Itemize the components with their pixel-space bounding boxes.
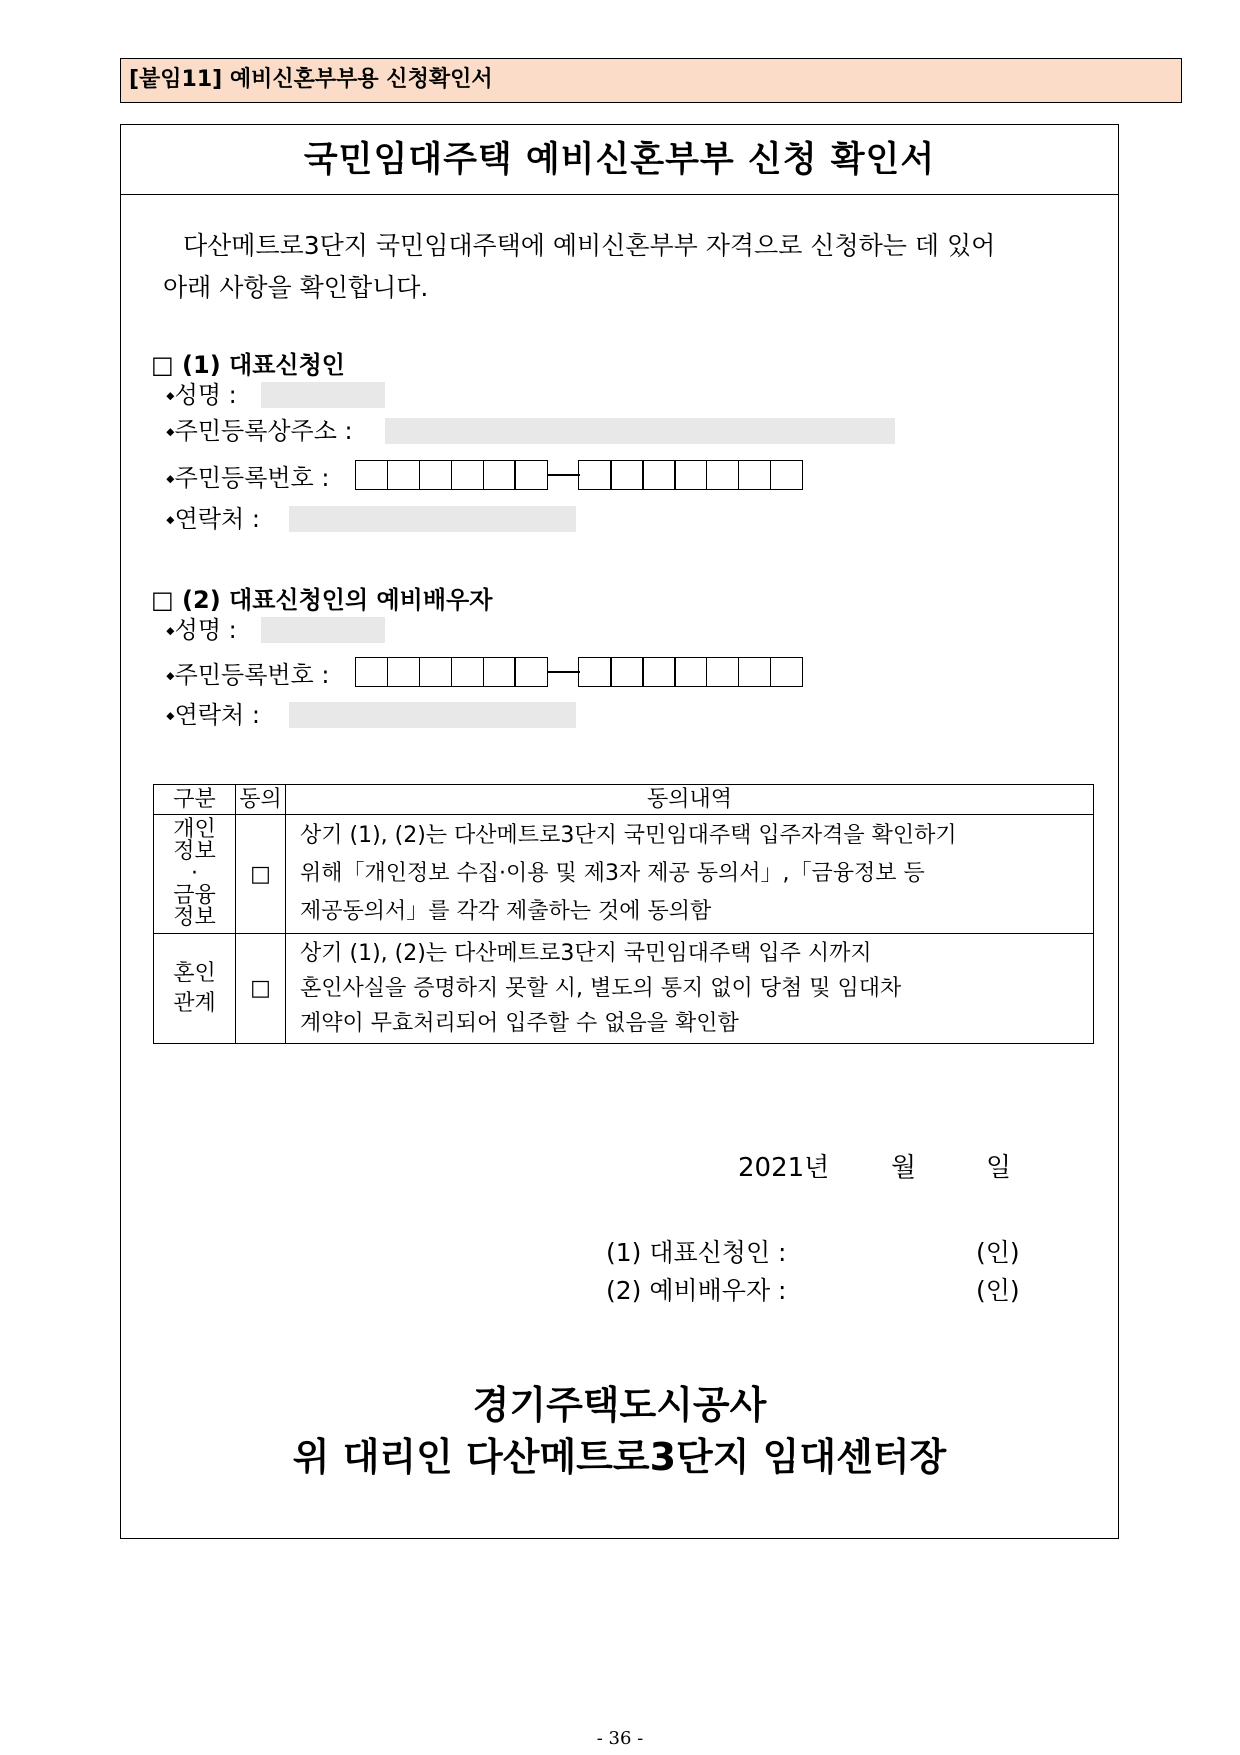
section2-contact-label: ⬩연락처 : [166, 701, 260, 729]
intro-line-2: 아래 사항을 확인합니다. [163, 273, 429, 302]
category-line: 개인 [173, 817, 216, 842]
rrn-digit-box[interactable] [674, 460, 707, 490]
section1-name-field[interactable] [261, 382, 385, 408]
section1-rrn-label: ⬩주민등록번호 : [166, 464, 330, 492]
organization-agent: 위 대리인 다산메트로3단지 임대센터장 [292, 1435, 947, 1479]
rrn-digit-box[interactable] [610, 657, 643, 687]
organization-name: 경기주택도시공사 [472, 1383, 767, 1427]
consent-row-finance [154, 815, 1094, 934]
section1-rrn-boxes[interactable] [355, 460, 803, 490]
date-month: 월 [891, 1153, 917, 1183]
consent-line: 혼인사실을 증명하지 못할 시, 별도의 통지 없이 당첨 및 임대차 [300, 976, 902, 1001]
rrn-digit-box[interactable] [483, 460, 516, 490]
consent-line: 상기 (1), (2)는 다산메트로3단지 국민임대주택 입주 시까지 [300, 941, 872, 966]
consent-row-marriage [154, 934, 1094, 1044]
category-finance [154, 815, 236, 934]
section2-name-label: ⬩성명 : [166, 616, 237, 644]
section2-heading: □ (2) 대표신청인의 예비배우자 [151, 586, 493, 614]
rrn-digit-box[interactable] [610, 460, 643, 490]
rrn-digit-box[interactable] [738, 657, 771, 687]
section1-address-field[interactable] [385, 418, 895, 444]
section1-name-label: ⬩성명 : [166, 381, 237, 409]
consent-line: 제공동의서」를 각각 제출하는 것에 동의함 [300, 899, 712, 924]
rrn-dash [548, 474, 580, 476]
rrn-digit-box[interactable] [674, 657, 707, 687]
page-number: - 36 - [596, 1728, 644, 1749]
rrn-digit-box[interactable] [642, 460, 675, 490]
category-line: 정보 [173, 905, 216, 930]
signature-applicant-label: (1) 대표신청인 : [606, 1238, 787, 1267]
form-title: 국민임대주택 예비신혼부부 신청 확인서 [121, 125, 1118, 195]
header-details: 동의내역 [286, 785, 1094, 815]
section1-contact-label: ⬩연락처 : [166, 505, 260, 533]
consent-table [153, 784, 1094, 1044]
agree-checkbox-marriage[interactable]: □ [236, 934, 286, 1044]
header-agree: 동의 [236, 785, 286, 815]
consent-details-marriage [286, 934, 1094, 1044]
category-line: 금융 [173, 883, 216, 908]
section1-contact-field[interactable] [289, 506, 576, 532]
consent-header-row [154, 785, 1094, 815]
rrn-digit-box[interactable] [578, 657, 611, 687]
rrn-digit-box[interactable] [387, 460, 420, 490]
signature-spouse-label: (2) 예비배우자 : [606, 1276, 787, 1305]
rrn-digit-box[interactable] [451, 657, 484, 687]
form-frame [120, 124, 1119, 1539]
category-marriage [154, 934, 236, 1044]
signature-applicant-seal: (인) [976, 1238, 1020, 1267]
header-category: 구분 [154, 785, 236, 815]
section2-name-field[interactable] [261, 617, 385, 643]
section2-rrn-label: ⬩주민등록번호 : [166, 661, 330, 689]
rrn-digit-box[interactable] [419, 460, 452, 490]
rrn-digit-box[interactable] [770, 657, 803, 687]
date-day: 일 [986, 1153, 1012, 1183]
category-line: 정보 [173, 839, 216, 864]
rrn-digit-box[interactable] [514, 657, 547, 687]
section2-contact-field[interactable] [289, 702, 576, 728]
section1-address-label: ⬩주민등록상주소 : [166, 417, 353, 445]
rrn-digit-box[interactable] [706, 657, 739, 687]
rrn-digit-box[interactable] [355, 460, 388, 490]
consent-details-finance [286, 815, 1094, 934]
rrn-dash [548, 671, 580, 673]
rrn-digit-box[interactable] [738, 460, 771, 490]
agree-checkbox-finance[interactable]: □ [236, 815, 286, 934]
intro-text [163, 225, 1063, 309]
date-year: 2021년 [738, 1153, 830, 1183]
section1-heading: □ (1) 대표신청인 [151, 351, 345, 379]
category-line: · [191, 861, 198, 886]
rrn-digit-box[interactable] [387, 657, 420, 687]
category-line: 혼인 [173, 960, 216, 986]
rrn-digit-box[interactable] [451, 460, 484, 490]
rrn-digit-box[interactable] [514, 460, 547, 490]
consent-line: 위해「개인정보 수집·이용 및 제3자 제공 동의서」,「금융정보 등 [300, 861, 925, 886]
signature-spouse-seal: (인) [976, 1276, 1020, 1305]
rrn-digit-box[interactable] [483, 657, 516, 687]
consent-line: 상기 (1), (2)는 다산메트로3단지 국민임대주택 입주자격을 확인하기 [300, 823, 957, 848]
category-line: 관계 [173, 990, 216, 1016]
attachment-label: [붙임11] 예비신혼부부용 신청확인서 [120, 58, 1182, 103]
section2-rrn-boxes[interactable] [355, 657, 803, 687]
rrn-digit-box[interactable] [419, 657, 452, 687]
consent-line: 계약이 무효처리되어 입주할 수 없음을 확인함 [300, 1011, 739, 1036]
rrn-digit-box[interactable] [706, 460, 739, 490]
rrn-digit-box[interactable] [770, 460, 803, 490]
rrn-digit-box[interactable] [578, 460, 611, 490]
rrn-digit-box[interactable] [355, 657, 388, 687]
rrn-digit-box[interactable] [642, 657, 675, 687]
intro-line-1: 다산메트로3단지 국민임대주택에 예비신혼부부 자격으로 신청하는 데 있어 [183, 231, 996, 260]
